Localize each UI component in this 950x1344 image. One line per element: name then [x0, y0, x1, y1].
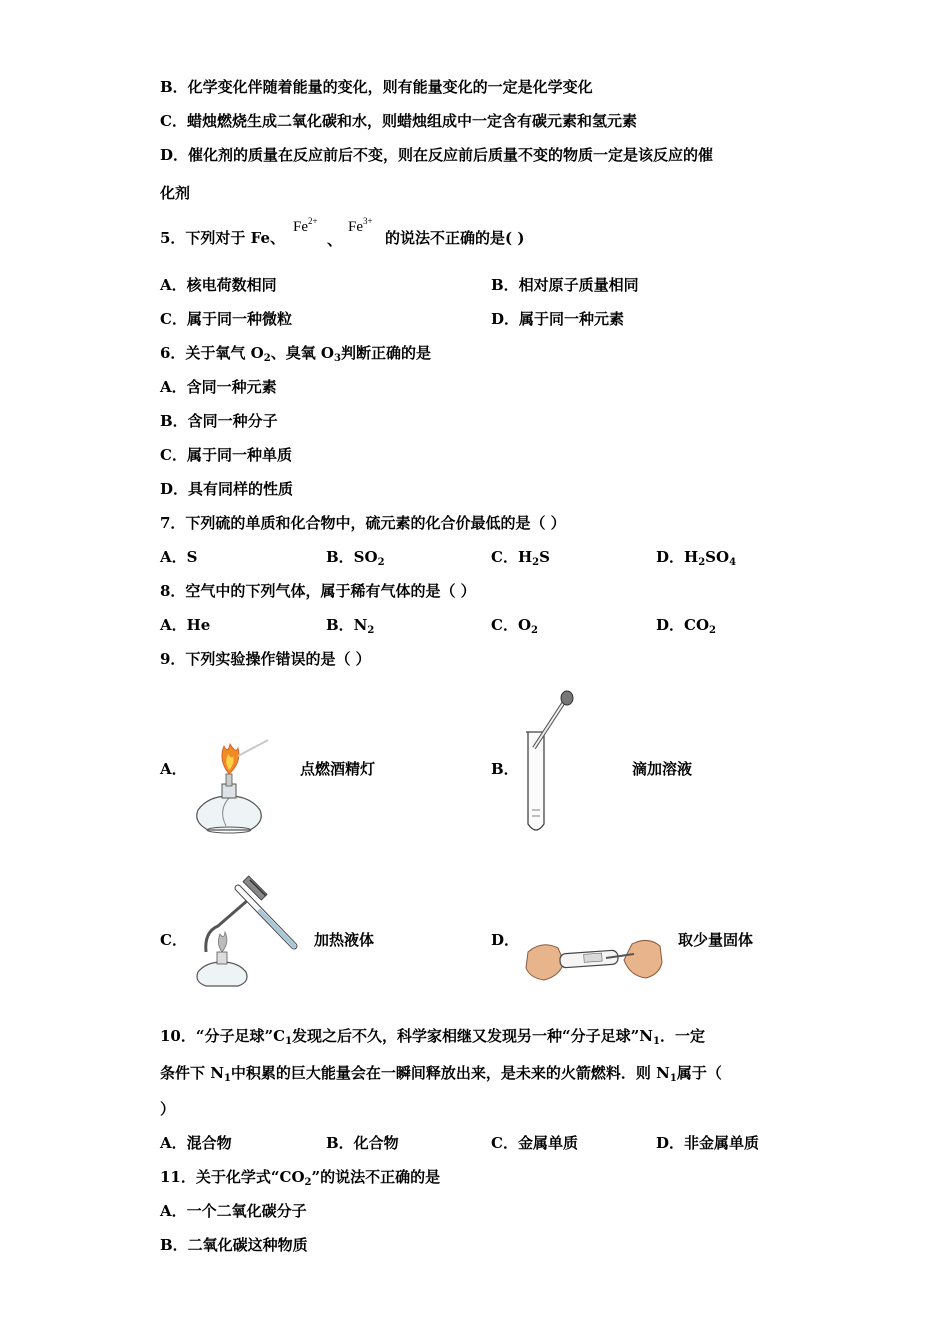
q7-option-d: [656, 547, 736, 573]
q10-l1-sub1: 1: [285, 1036, 293, 1047]
q8-b-sub: 2: [367, 625, 375, 636]
q5-option-d: D．属于同一种元素: [491, 310, 625, 328]
q10-option-b: B．化合物: [326, 1134, 399, 1152]
q10-l1-b: 发现之后不久，科学家相继又发现另一种“分子足球”N: [292, 1027, 654, 1045]
q8-option-d: [656, 615, 716, 641]
fe2-charge: 2+: [308, 216, 318, 226]
q9-b-label: B．: [491, 760, 519, 778]
q10-l1-c: ．一定: [660, 1027, 706, 1045]
q10-line2: [160, 1063, 722, 1089]
alcohol-lamp-lighting-image: [188, 730, 278, 840]
q7-d-sub2: 4: [729, 557, 737, 568]
q7-option-c: [491, 547, 550, 573]
q6-stem-b: 、臭氧 O: [270, 344, 334, 362]
q7-option-b: [326, 547, 385, 573]
q8-d-sub: 2: [709, 625, 716, 636]
q5-stem-part2: 的说法不正确的是( ): [385, 229, 525, 247]
q5-stem-part1: 5．下列对于 Fe、: [160, 229, 286, 247]
q8-c-pre: C．O: [491, 616, 532, 634]
q10-l2-sub1: 1: [223, 1073, 231, 1084]
q11-option-a: A．一个二氧化碳分子: [160, 1202, 307, 1220]
heating-liquid-image: [190, 876, 300, 988]
q6-stem-a: 6．关于氧气 O: [160, 344, 264, 362]
q9-d-label: D．: [491, 931, 520, 949]
q6-stem-sub1: 2: [263, 353, 271, 364]
q6-option-c: C．属于同一种单质: [160, 446, 292, 464]
q9-d-caption: 取少量固体: [678, 931, 754, 949]
q11-stem-b: ”的说法不正确的是: [311, 1168, 441, 1186]
q11-stem-a: 11．关于化学式“CO: [160, 1168, 305, 1186]
q10-l2-c: 属于（: [676, 1064, 722, 1082]
q8-option-a: A．He: [160, 616, 211, 634]
q8-option-c: [491, 615, 538, 641]
q9-a-caption: 点燃酒精灯: [300, 760, 376, 778]
fe3-charge: 3+: [363, 216, 373, 226]
q4-option-c: C．蜡烛燃烧生成二氧化碳和水，则蜡烛组成中一定含有碳元素和氢元素: [160, 112, 637, 130]
q4-option-d-line1: D．催化剂的质量在反应前后不变，则在反应前后质量不变的物质一定是该反应的催: [160, 146, 714, 164]
q10-l2-a: 条件下 N: [160, 1064, 224, 1082]
q7-option-a: A．S: [160, 548, 198, 566]
q10-line1: [160, 1026, 705, 1052]
q8-stem: 8．空气中的下列气体，属于稀有气体的是（ ）: [160, 582, 476, 600]
fe3-ion-formula: [348, 216, 373, 236]
q11-stem: [160, 1167, 440, 1193]
q7-b-sub: 2: [377, 557, 385, 568]
q9-b-caption: 滴加溶液: [632, 760, 693, 778]
q5-option-a: A．核电荷数相同: [160, 276, 277, 294]
fe2-base: Fe: [293, 219, 308, 235]
q7-b-pre: B．SO: [326, 548, 378, 566]
q10-l2-sub2: 1: [669, 1073, 677, 1084]
q8-d-pre: D．CO: [656, 616, 710, 634]
q6-stem-sub2: 3: [334, 353, 341, 364]
q6-option-d: D．具有同样的性质: [160, 480, 294, 498]
q9-c-label: C．: [160, 931, 187, 949]
q5-separator: 、: [327, 231, 343, 249]
q6-stem-c: 判断正确的是: [340, 344, 431, 362]
q6-stem: [160, 343, 431, 369]
q7-d-mid: SO: [705, 548, 730, 566]
q11-option-b: B．二氧化碳这种物质: [160, 1236, 308, 1254]
q10-option-a: A．混合物: [160, 1134, 232, 1152]
q5-option-c: C．属于同一种微粒: [160, 310, 292, 328]
taking-solid-image: [524, 930, 664, 990]
q9-c-caption: 加热液体: [314, 931, 375, 949]
q8-option-b: [326, 615, 374, 641]
q7-d-sub: 2: [698, 557, 706, 568]
q9-stem: 9．下列实验操作错误的是（ ）: [160, 650, 371, 668]
q7-c-pre: C．H: [491, 548, 533, 566]
q5-option-b: B．相对原子质量相同: [491, 276, 639, 294]
q6-option-a: A．含同一种元素: [160, 378, 277, 396]
q10-option-d: D．非金属单质: [656, 1134, 760, 1152]
dropper-test-tube-image: [520, 688, 580, 838]
q7-c-sub: 2: [532, 557, 540, 568]
q7-d-pre: D．H: [656, 548, 699, 566]
q10-l2-b: 中积累的巨大能量会在一瞬间释放出来，是未来的火箭燃料．则 N: [230, 1064, 670, 1082]
q8-c-sub: 2: [531, 625, 538, 636]
q10-line3: ）: [160, 1100, 176, 1118]
q10-l1-a: 10．“分子足球”C: [160, 1027, 286, 1045]
q10-option-c: C．金属单质: [491, 1134, 578, 1152]
q7-c-post: S: [539, 548, 550, 566]
fe2-ion-formula: [293, 216, 318, 236]
q7-stem: 7．下列硫的单质和化合物中，硫元素的化合价最低的是（ ）: [160, 514, 566, 532]
fe3-base: Fe: [348, 219, 363, 235]
q8-b-pre: B．N: [326, 616, 368, 634]
q4-option-b: B．化学变化伴随着能量的变化，则有能量变化的一定是化学变化: [160, 78, 593, 96]
q9-a-label: A．: [160, 760, 187, 778]
q6-option-b: B．含同一种分子: [160, 412, 278, 430]
q10-l1-sub2: 1: [653, 1036, 660, 1047]
q4-option-d-line2: 化剂: [160, 184, 191, 202]
q11-stem-sub: 2: [304, 1177, 312, 1188]
